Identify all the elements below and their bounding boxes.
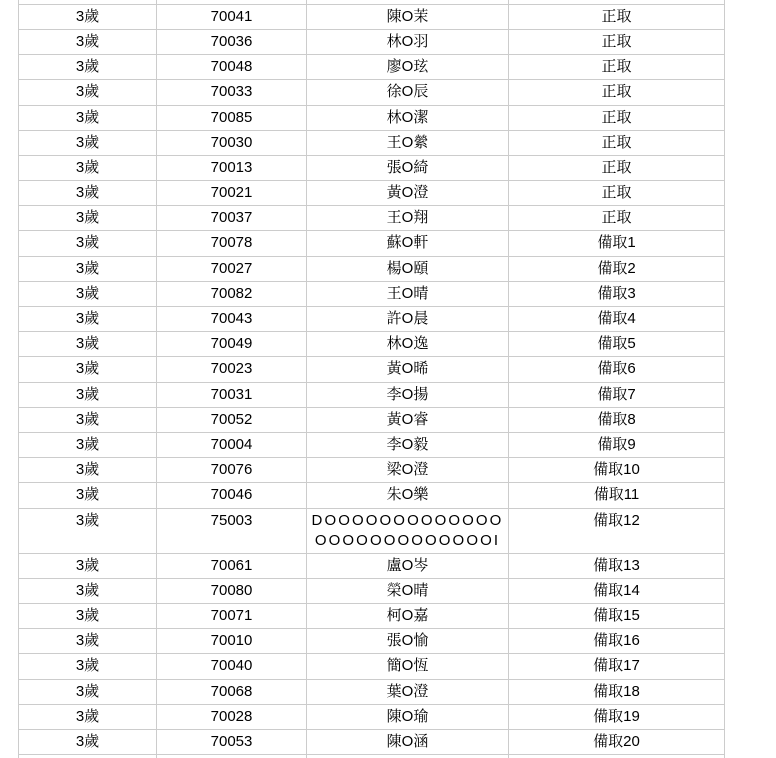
cell-status: 備取10 bbox=[509, 458, 725, 483]
table-row bbox=[19, 256, 725, 281]
cell-number: 70021 bbox=[157, 181, 307, 206]
cell-status: 正取 bbox=[509, 80, 725, 105]
cell-number: 70052 bbox=[157, 407, 307, 432]
cell-status: 正取 bbox=[509, 29, 725, 54]
cell-name: 榮O晴 bbox=[307, 578, 509, 603]
cell-status: 備取1 bbox=[509, 231, 725, 256]
cell-name: 徐O辰 bbox=[307, 80, 509, 105]
table-row bbox=[19, 483, 725, 508]
cell-number: 70033 bbox=[157, 80, 307, 105]
table-row bbox=[19, 382, 725, 407]
cell-number: 70071 bbox=[157, 604, 307, 629]
cell-age: 3歲 bbox=[19, 654, 157, 679]
cell-status: 備取7 bbox=[509, 382, 725, 407]
cell-number: 70078 bbox=[157, 231, 307, 256]
table-row bbox=[19, 407, 725, 432]
cell-name: 張O愉 bbox=[307, 629, 509, 654]
cell-age: 3歲 bbox=[19, 181, 157, 206]
cell-age: 3歲 bbox=[19, 629, 157, 654]
cell-name: 林O逸 bbox=[307, 332, 509, 357]
cell-name: 朱O樂 bbox=[307, 483, 509, 508]
cell-status: 備取19 bbox=[509, 704, 725, 729]
table-row bbox=[19, 29, 725, 54]
table-row bbox=[19, 55, 725, 80]
cell-number: 70076 bbox=[157, 458, 307, 483]
cell-name: 王O晴 bbox=[307, 281, 509, 306]
cell-number: 70053 bbox=[157, 730, 307, 755]
cell-age: 3歲 bbox=[19, 357, 157, 382]
cell-number: 70023 bbox=[157, 357, 307, 382]
cell-status: 備取14 bbox=[509, 578, 725, 603]
cell-age: 3歲 bbox=[19, 155, 157, 180]
cell-number: 70040 bbox=[157, 654, 307, 679]
table-row bbox=[19, 629, 725, 654]
cell-number: 70013 bbox=[157, 155, 307, 180]
cell-status: 正取 bbox=[509, 206, 725, 231]
cell-status: 備取15 bbox=[509, 604, 725, 629]
cell-name: 梁O澄 bbox=[307, 458, 509, 483]
cell-age: 3歲 bbox=[19, 704, 157, 729]
cell-name: 廖O玹 bbox=[307, 55, 509, 80]
cell-number: 70036 bbox=[157, 29, 307, 54]
cell-number: 70085 bbox=[157, 105, 307, 130]
cell-name: 陳O瑜 bbox=[307, 704, 509, 729]
table-row bbox=[19, 432, 725, 457]
table-row bbox=[19, 206, 725, 231]
cell-status: 備取9 bbox=[509, 432, 725, 457]
cell-name: 盧O岑 bbox=[307, 553, 509, 578]
cell-status: 備取17 bbox=[509, 654, 725, 679]
cell-name: 黃O澄 bbox=[307, 181, 509, 206]
table-row bbox=[19, 80, 725, 105]
cell-age: 3歲 bbox=[19, 458, 157, 483]
cell-number: 70037 bbox=[157, 206, 307, 231]
cell-age: 3歲 bbox=[19, 206, 157, 231]
cell-age: 3歲 bbox=[19, 578, 157, 603]
cell-status: 備取8 bbox=[509, 407, 725, 432]
cell-name: 陳O茉 bbox=[307, 4, 509, 29]
cell-name: DOOOOOOOOOOOOOOOOOOOOOOOOOOI bbox=[307, 508, 509, 553]
table-row bbox=[19, 604, 725, 629]
cell-name: 王O翔 bbox=[307, 206, 509, 231]
cell-age: 3歲 bbox=[19, 105, 157, 130]
table-body bbox=[19, 0, 725, 758]
cell-number: 70030 bbox=[157, 130, 307, 155]
cell-name: 楊O頤 bbox=[307, 256, 509, 281]
cell-age: 3歲 bbox=[19, 256, 157, 281]
cell-number: 70068 bbox=[157, 679, 307, 704]
cell-number: 70046 bbox=[157, 483, 307, 508]
table-row bbox=[19, 231, 725, 256]
cell-status: 備取12 bbox=[509, 508, 725, 553]
cell-status: 正取 bbox=[509, 4, 725, 29]
cell-status: 備取20 bbox=[509, 730, 725, 755]
cell-name: 林O羽 bbox=[307, 29, 509, 54]
cell-name: 陳O涵 bbox=[307, 730, 509, 755]
table-row bbox=[19, 332, 725, 357]
table-row bbox=[19, 553, 725, 578]
results-table bbox=[18, 0, 725, 758]
cell-status: 正取 bbox=[509, 55, 725, 80]
cell-number: 70082 bbox=[157, 281, 307, 306]
table-row bbox=[19, 281, 725, 306]
cell-name: 許O晨 bbox=[307, 307, 509, 332]
cell-age: 3歲 bbox=[19, 604, 157, 629]
cell-name: 張O綺 bbox=[307, 155, 509, 180]
cell-status: 備取18 bbox=[509, 679, 725, 704]
cell-number: 70043 bbox=[157, 307, 307, 332]
cell-status: 備取5 bbox=[509, 332, 725, 357]
cell-age: 3歲 bbox=[19, 130, 157, 155]
cell-status: 備取13 bbox=[509, 553, 725, 578]
cell-name: 蘇O軒 bbox=[307, 231, 509, 256]
cell-age: 3歲 bbox=[19, 80, 157, 105]
cell-name: 黃O睿 bbox=[307, 407, 509, 432]
cell-number: 70028 bbox=[157, 704, 307, 729]
cell-age: 3歲 bbox=[19, 730, 157, 755]
cell-number: 70004 bbox=[157, 432, 307, 457]
cell-age: 3歲 bbox=[19, 553, 157, 578]
cell-status: 備取3 bbox=[509, 281, 725, 306]
cell-age: 3歲 bbox=[19, 307, 157, 332]
table-row bbox=[19, 508, 725, 553]
cell-age: 3歲 bbox=[19, 407, 157, 432]
cell-number: 70027 bbox=[157, 256, 307, 281]
table-row bbox=[19, 578, 725, 603]
cell-name: 柯O嘉 bbox=[307, 604, 509, 629]
cell-number: 70031 bbox=[157, 382, 307, 407]
table-row bbox=[19, 654, 725, 679]
cell-number: 70048 bbox=[157, 55, 307, 80]
cell-age: 3歲 bbox=[19, 332, 157, 357]
cell-age: 3歲 bbox=[19, 4, 157, 29]
cell-name: 林O潔 bbox=[307, 105, 509, 130]
cell-number: 75003 bbox=[157, 508, 307, 553]
table-row bbox=[19, 458, 725, 483]
table-row bbox=[19, 307, 725, 332]
cell-age: 3歲 bbox=[19, 231, 157, 256]
cell-age: 3歲 bbox=[19, 382, 157, 407]
cell-name: 簡O恆 bbox=[307, 654, 509, 679]
cell-status: 備取2 bbox=[509, 256, 725, 281]
cell-status: 正取 bbox=[509, 181, 725, 206]
cell-number: 70049 bbox=[157, 332, 307, 357]
cell-status: 備取4 bbox=[509, 307, 725, 332]
cell-age: 3歲 bbox=[19, 281, 157, 306]
table-row bbox=[19, 155, 725, 180]
table-row bbox=[19, 679, 725, 704]
cell-status: 備取16 bbox=[509, 629, 725, 654]
cell-status: 備取6 bbox=[509, 357, 725, 382]
cell-age: 3歲 bbox=[19, 679, 157, 704]
table-row bbox=[19, 704, 725, 729]
cell-number: 70080 bbox=[157, 578, 307, 603]
table-row bbox=[19, 105, 725, 130]
cell-age: 3歲 bbox=[19, 483, 157, 508]
cell-name: 葉O澄 bbox=[307, 679, 509, 704]
cell-status: 備取11 bbox=[509, 483, 725, 508]
cell-number: 70041 bbox=[157, 4, 307, 29]
cell-age: 3歲 bbox=[19, 432, 157, 457]
cell-status: 正取 bbox=[509, 130, 725, 155]
table-row bbox=[19, 4, 725, 29]
table-row bbox=[19, 181, 725, 206]
cell-name: 王O縈 bbox=[307, 130, 509, 155]
cell-age: 3歲 bbox=[19, 29, 157, 54]
cell-name: 李O揚 bbox=[307, 382, 509, 407]
cell-status: 正取 bbox=[509, 155, 725, 180]
cell-age: 3歲 bbox=[19, 508, 157, 553]
cell-status: 正取 bbox=[509, 105, 725, 130]
cell-number: 70010 bbox=[157, 629, 307, 654]
table-row bbox=[19, 357, 725, 382]
table-row bbox=[19, 130, 725, 155]
cell-age: 3歲 bbox=[19, 55, 157, 80]
cell-number: 70061 bbox=[157, 553, 307, 578]
cell-name: 黃O晞 bbox=[307, 357, 509, 382]
table-row bbox=[19, 730, 725, 755]
cell-name: 李O毅 bbox=[307, 432, 509, 457]
